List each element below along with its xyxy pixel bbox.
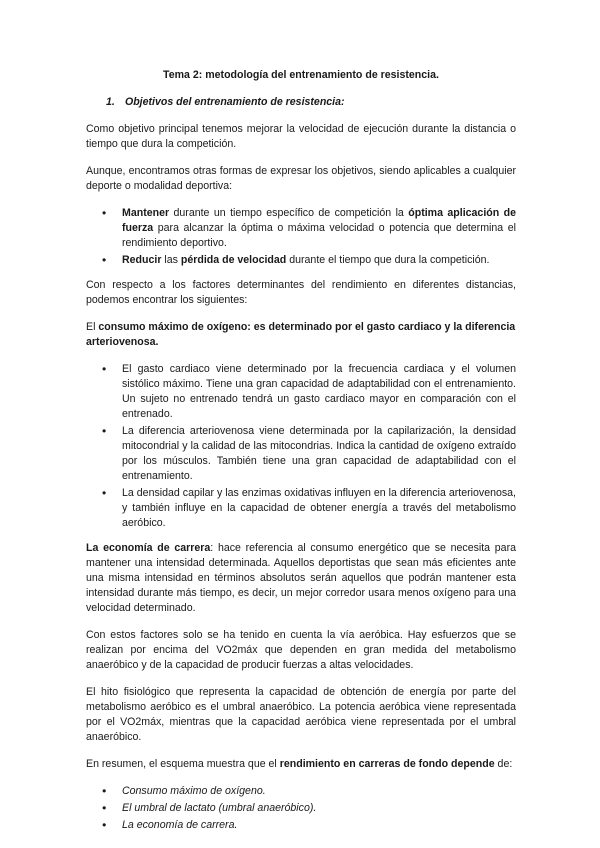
paragraph-aerobic-route: Con estos factores solo se ha tenido en cuenta la vía aeróbica. Hay esfuerzos que se realizan por encima del VO2máx que dependen en gran medida del metabolismo anaeróbico y de la capacidad de producir fuerzas a altas velocidades.: [86, 629, 516, 671]
section-number: 1.: [106, 96, 115, 108]
list-item: • El umbral de lactato (umbral anaeróbico).: [102, 801, 317, 815]
document-title: Tema 2: metodología del entrenamiento de resistencia.: [163, 69, 439, 81]
summary-list: [86, 784, 516, 833]
paragraph-factors: Con respecto a los factores determinantes del rendimiento en diferentes distancias, podemos encontrar los siguientes:: [86, 279, 516, 306]
list-item: • Mantener durante un tiempo específico de competición la óptima aplicación de fuerza para alcanzar la óptima o máxima velocidad o potencia que determina el rendimiento deportivo.: [102, 206, 516, 249]
bullet-icon: •: [102, 424, 107, 438]
objectives-list: [86, 206, 516, 268]
paragraph-vo2max: El consumo máximo de oxígeno: es determinado por el gasto cardiaco y la diferencia arteriovenosa.: [86, 321, 516, 348]
bullet-icon: •: [102, 801, 107, 815]
list-item: • La diferencia arteriovenosa viene determinada por la capilarización, la densidad mitocondrial y la calidad de las mitocondrias. Indica la cantidad de oxígeno extraído por los músculos. También tiene una gran capacidad de adaptabilidad con el entrenamiento.: [102, 424, 516, 482]
paragraph-threshold: El hito fisiológico que representa la capacidad de obtención de energía por parte del metabolismo aeróbico es el umbral anaeróbico. La potencia aeróbica viene representada por el VO2máx, mientras que la capacidad aeróbica viene representada por el umbral anaeróbico.: [86, 686, 516, 743]
bullet-icon: •: [102, 362, 107, 376]
bullet-icon: •: [102, 253, 107, 267]
list-item: • El gasto cardiaco viene determinado por la frecuencia cardiaca y el volumen sistólico máximo. Tiene una gran capacidad de adaptabilidad con el entrenamiento. Un sujeto no entrenado tendrá un gasto cardiaco mayor en comparación con el entrenado.: [102, 362, 516, 420]
list-item: • Consumo máximo de oxígeno.: [102, 784, 266, 798]
bullet-icon: •: [102, 784, 107, 798]
section-label: Objetivos del entrenamiento de resistencia:: [124, 96, 345, 108]
bullet-icon: •: [102, 206, 107, 220]
list-item: • La densidad capilar y las enzimas oxidativas influyen en la diferencia arteriovenosa, y también influye en la capacidad de obtener energía a través del metabolismo aeróbico.: [102, 486, 516, 529]
vo2max-list: [86, 362, 516, 531]
bullet-icon: •: [102, 486, 107, 500]
document-page: [86, 68, 516, 843]
paragraph-running-economy: La economía de carrera: hace referencia al consumo energético que se necesita para mantener una intensidad determinada. Aquellos deportistas que sean más eficientes ante una misma intensidad en términos absolutos serán aquellos que podrán mantener esta intensidad durante más tiempo, es decir, un mejor corredor usara menos oxígeno para una velocidad determinado.: [86, 542, 516, 614]
paragraph-other-forms: Aunque, encontramos otras formas de expresar los objetivos, siendo aplicables a cualquier deporte o modalidad deportiva:: [86, 165, 516, 192]
section-heading: [106, 95, 516, 110]
paragraph-summary: En resumen, el esquema muestra que el rendimiento en carreras de fondo depende de:: [86, 758, 513, 770]
list-item: • La economía de carrera.: [102, 818, 238, 832]
list-item: • Reducir las pérdida de velocidad durante el tiempo que dura la competición.: [102, 253, 490, 267]
bullet-icon: •: [102, 818, 107, 832]
paragraph-objective: Como objetivo principal tenemos mejorar la velocidad de ejecución durante la distancia o tiempo que dura la competición.: [86, 123, 516, 150]
